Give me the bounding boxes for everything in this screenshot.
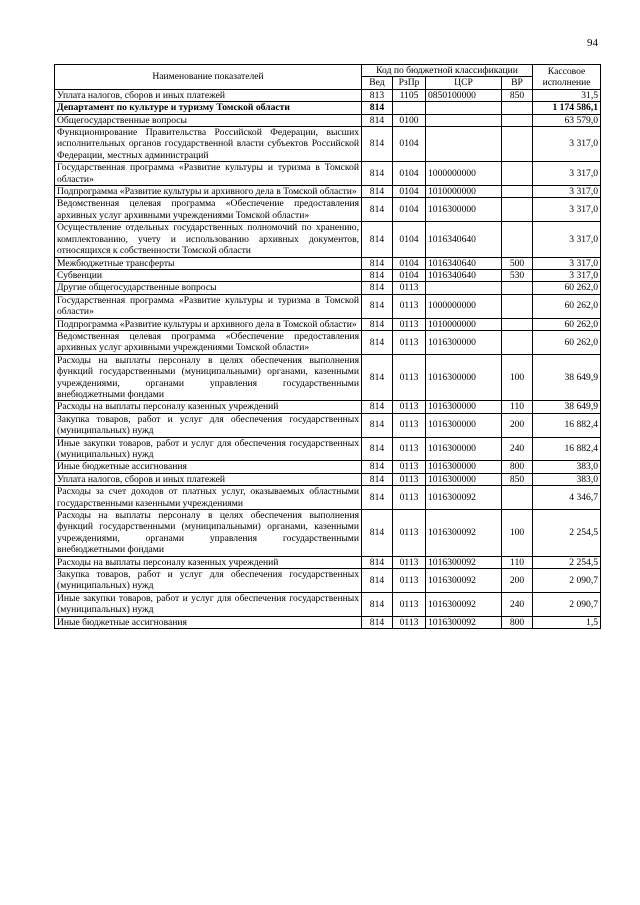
cell-vr xyxy=(502,186,533,198)
cell-amount: 2 254,5 xyxy=(533,510,601,557)
cell-name: Иные закупки товаров, работ и услуг для обеспечения государственных (муниципальных) нужд xyxy=(55,437,362,461)
table-row xyxy=(55,330,601,354)
cell-vr xyxy=(502,102,533,114)
cell-rzpr: 0113 xyxy=(393,510,426,557)
cell-rzpr: 0113 xyxy=(393,592,426,616)
table-row xyxy=(55,592,601,616)
cell-vr: 530 xyxy=(502,269,533,281)
cell-vr xyxy=(502,486,533,510)
table-body xyxy=(55,89,601,628)
cell-ved: 814 xyxy=(362,569,393,593)
cell-name: Закупка товаров, работ и услуг для обеспечения государственных (муниципальных) нужд xyxy=(55,569,362,593)
cell-amount: 3 317,0 xyxy=(533,127,601,162)
cell-csr: 1016300000 xyxy=(426,330,502,354)
cell-ved: 814 xyxy=(362,354,393,401)
cell-amount: 2 090,7 xyxy=(533,569,601,593)
cell-amount: 60 262,0 xyxy=(533,282,601,294)
cell-ved: 814 xyxy=(362,318,393,330)
cell-csr: 1016300000 xyxy=(426,198,502,222)
cell-amount: 3 317,0 xyxy=(533,269,601,281)
table-row xyxy=(55,89,601,101)
cell-csr: 1016300000 xyxy=(426,461,502,473)
cell-ved: 814 xyxy=(362,269,393,281)
cell-rzpr: 0113 xyxy=(393,413,426,437)
cell-rzpr: 0100 xyxy=(393,114,426,126)
cell-vr: 240 xyxy=(502,592,533,616)
cell-csr: 1016300092 xyxy=(426,486,502,510)
cell-vr xyxy=(502,318,533,330)
cell-csr: 1016340640 xyxy=(426,269,502,281)
cell-name: Иные закупки товаров, работ и услуг для обеспечения государственных (муниципальных) нужд xyxy=(55,592,362,616)
cell-csr: 1000000000 xyxy=(426,162,502,186)
cell-vr xyxy=(502,222,533,257)
budget-table xyxy=(54,64,601,629)
cell-name: Функционирование Правительства Российской Федерации, высших исполнительных органов государственной власти субъектов Российской Федерации, местных администраций xyxy=(55,127,362,162)
cell-csr: 1016300000 xyxy=(426,437,502,461)
cell-amount: 1 174 586,1 xyxy=(533,102,601,114)
table-row xyxy=(55,294,601,318)
cell-rzpr: 0113 xyxy=(393,294,426,318)
cell-rzpr: 0104 xyxy=(393,127,426,162)
cell-ved: 814 xyxy=(362,294,393,318)
cell-vr: 800 xyxy=(502,616,533,628)
table-row xyxy=(55,473,601,485)
cell-vr xyxy=(502,127,533,162)
cell-amount: 3 317,0 xyxy=(533,198,601,222)
header-amount: Кассовое исполнение xyxy=(533,65,601,90)
cell-vr: 200 xyxy=(502,413,533,437)
cell-ved: 814 xyxy=(362,437,393,461)
cell-rzpr: 0113 xyxy=(393,569,426,593)
table-row xyxy=(55,569,601,593)
cell-amount: 16 882,4 xyxy=(533,413,601,437)
cell-name: Расходы на выплаты персоналу в целях обеспечения выполнения функций государственными (муниципальными) органами, казенными учреждениями, органами управления государственными внебюджетными фондами xyxy=(55,510,362,557)
table-row xyxy=(55,556,601,568)
cell-rzpr: 0104 xyxy=(393,257,426,269)
cell-amount: 38 649,9 xyxy=(533,354,601,401)
cell-name: Расходы на выплаты персоналу в целях обеспечения выполнения функций государственными (муниципальными) органами, казенными учреждениями, органами управления государственными внебюджетными фондами xyxy=(55,354,362,401)
cell-rzpr: 0113 xyxy=(393,330,426,354)
cell-rzpr: 0113 xyxy=(393,282,426,294)
cell-csr: 1016300092 xyxy=(426,556,502,568)
cell-vr: 100 xyxy=(502,510,533,557)
cell-amount: 4 346,7 xyxy=(533,486,601,510)
cell-ved: 813 xyxy=(362,89,393,101)
cell-amount: 3 317,0 xyxy=(533,257,601,269)
cell-ved: 814 xyxy=(362,330,393,354)
table-row xyxy=(55,437,601,461)
cell-ved: 814 xyxy=(362,257,393,269)
cell-csr: 1016340640 xyxy=(426,257,502,269)
cell-name: Иные бюджетные ассигнования xyxy=(55,461,362,473)
cell-ved: 814 xyxy=(362,486,393,510)
cell-csr: 1010000000 xyxy=(426,318,502,330)
cell-vr xyxy=(502,114,533,126)
cell-vr xyxy=(502,294,533,318)
table-row xyxy=(55,127,601,162)
cell-rzpr: 0104 xyxy=(393,186,426,198)
cell-vr: 500 xyxy=(502,257,533,269)
cell-amount: 3 317,0 xyxy=(533,222,601,257)
table-row xyxy=(55,198,601,222)
cell-vr: 100 xyxy=(502,354,533,401)
cell-name: Государственная программа «Развитие культуры и туризма в Томской области» xyxy=(55,294,362,318)
cell-name: Расходы за счет доходов от платных услуг, оказываемых областными государственными казенными учреждениями xyxy=(55,486,362,510)
cell-name: Другие общегосударственные вопросы xyxy=(55,282,362,294)
cell-vr xyxy=(502,282,533,294)
cell-name: Государственная программа «Развитие культуры и туризма в Томской области» xyxy=(55,162,362,186)
cell-name: Ведомственная целевая программа «Обеспечение предоставления архивных услуг архивными учреждениями Томской области» xyxy=(55,330,362,354)
cell-ved: 814 xyxy=(362,114,393,126)
cell-csr xyxy=(426,282,502,294)
cell-vr: 800 xyxy=(502,461,533,473)
cell-rzpr: 0113 xyxy=(393,318,426,330)
cell-ved: 814 xyxy=(362,162,393,186)
page-number: 94 xyxy=(587,37,598,49)
cell-vr xyxy=(502,198,533,222)
table-row xyxy=(55,186,601,198)
cell-csr xyxy=(426,102,502,114)
header-vr: ВР xyxy=(502,77,533,89)
cell-ved: 814 xyxy=(362,413,393,437)
cell-name: Подпрограмма «Развитие культуры и архивного дела в Томской области» xyxy=(55,186,362,198)
cell-csr xyxy=(426,127,502,162)
header-ved: Вед xyxy=(362,77,393,89)
cell-amount: 3 317,0 xyxy=(533,186,601,198)
cell-amount: 16 882,4 xyxy=(533,437,601,461)
cell-amount: 60 262,0 xyxy=(533,318,601,330)
cell-vr: 850 xyxy=(502,473,533,485)
cell-amount: 2 254,5 xyxy=(533,556,601,568)
header-code-group: Код по бюджетной классификации xyxy=(362,65,533,77)
table-row xyxy=(55,510,601,557)
table-row xyxy=(55,401,601,413)
table-row xyxy=(55,413,601,437)
table-row xyxy=(55,616,601,628)
table-row xyxy=(55,222,601,257)
cell-rzpr: 0113 xyxy=(393,473,426,485)
cell-rzpr: 0113 xyxy=(393,616,426,628)
table-row xyxy=(55,102,601,114)
cell-rzpr: 0104 xyxy=(393,222,426,257)
cell-rzpr: 0113 xyxy=(393,556,426,568)
table-row xyxy=(55,354,601,401)
cell-amount: 60 262,0 xyxy=(533,330,601,354)
cell-rzpr: 0113 xyxy=(393,354,426,401)
cell-amount: 383,0 xyxy=(533,473,601,485)
table-row xyxy=(55,461,601,473)
cell-vr: 240 xyxy=(502,437,533,461)
cell-amount: 63 579,0 xyxy=(533,114,601,126)
cell-csr: 1016300092 xyxy=(426,569,502,593)
cell-csr: 1016300092 xyxy=(426,510,502,557)
cell-name: Уплата налогов, сборов и иных платежей xyxy=(55,473,362,485)
cell-name: Осуществление отдельных государственных полномочий по хранению, комплектованию, учету и использованию архивных документов, относящихся к собственности Томской области xyxy=(55,222,362,257)
cell-csr: 1000000000 xyxy=(426,294,502,318)
cell-rzpr: 0104 xyxy=(393,198,426,222)
cell-ved: 814 xyxy=(362,222,393,257)
cell-rzpr: 0113 xyxy=(393,401,426,413)
cell-name: Иные бюджетные ассигнования xyxy=(55,616,362,628)
cell-vr: 850 xyxy=(502,89,533,101)
header-name: Наименование показателей xyxy=(55,65,362,90)
table-row xyxy=(55,318,601,330)
cell-amount: 383,0 xyxy=(533,461,601,473)
cell-ved: 814 xyxy=(362,282,393,294)
cell-csr: 1016300092 xyxy=(426,592,502,616)
table-row xyxy=(55,257,601,269)
cell-name: Подпрограмма «Развитие культуры и архивного дела в Томской области» xyxy=(55,318,362,330)
cell-name: Уплата налогов, сборов и иных платежей xyxy=(55,89,362,101)
table-row xyxy=(55,269,601,281)
cell-ved: 814 xyxy=(362,592,393,616)
cell-ved: 814 xyxy=(362,473,393,485)
cell-name: Общегосударственные вопросы xyxy=(55,114,362,126)
table-row xyxy=(55,282,601,294)
cell-ved: 814 xyxy=(362,616,393,628)
cell-csr: 1016300000 xyxy=(426,413,502,437)
cell-vr xyxy=(502,162,533,186)
cell-ved: 814 xyxy=(362,401,393,413)
cell-csr: 1016300000 xyxy=(426,473,502,485)
cell-rzpr: 1105 xyxy=(393,89,426,101)
cell-name: Департамент по культуре и туризму Томской области xyxy=(55,102,362,114)
cell-ved: 814 xyxy=(362,556,393,568)
cell-rzpr: 0113 xyxy=(393,461,426,473)
cell-amount: 60 262,0 xyxy=(533,294,601,318)
cell-csr xyxy=(426,114,502,126)
cell-amount: 3 317,0 xyxy=(533,162,601,186)
cell-csr: 1016300000 xyxy=(426,354,502,401)
cell-amount: 2 090,7 xyxy=(533,592,601,616)
cell-rzpr xyxy=(393,102,426,114)
cell-ved: 814 xyxy=(362,127,393,162)
cell-rzpr: 0113 xyxy=(393,437,426,461)
cell-ved: 814 xyxy=(362,461,393,473)
cell-vr xyxy=(502,330,533,354)
cell-vr: 110 xyxy=(502,401,533,413)
cell-rzpr: 0104 xyxy=(393,269,426,281)
cell-csr: 1016300092 xyxy=(426,616,502,628)
cell-csr: 1016340640 xyxy=(426,222,502,257)
cell-csr: 1016300000 xyxy=(426,401,502,413)
cell-name: Расходы на выплаты персоналу казенных учреждений xyxy=(55,556,362,568)
cell-name: Ведомственная целевая программа «Обеспечение предоставления архивных услуг архивными учреждениями Томской области» xyxy=(55,198,362,222)
cell-name: Закупка товаров, работ и услуг для обеспечения государственных (муниципальных) нужд xyxy=(55,413,362,437)
header-csr: ЦСР xyxy=(426,77,502,89)
cell-vr: 110 xyxy=(502,556,533,568)
cell-name: Расходы на выплаты персоналу казенных учреждений xyxy=(55,401,362,413)
cell-ved: 814 xyxy=(362,186,393,198)
cell-amount: 38 649,9 xyxy=(533,401,601,413)
cell-csr: 1010000000 xyxy=(426,186,502,198)
cell-ved: 814 xyxy=(362,102,393,114)
cell-amount: 31,5 xyxy=(533,89,601,101)
table-row xyxy=(55,114,601,126)
cell-ved: 814 xyxy=(362,198,393,222)
cell-ved: 814 xyxy=(362,510,393,557)
header-rzpr: РзПр xyxy=(393,77,426,89)
table-row xyxy=(55,486,601,510)
cell-rzpr: 0104 xyxy=(393,162,426,186)
cell-amount: 1,5 xyxy=(533,616,601,628)
cell-csr: 0850100000 xyxy=(426,89,502,101)
cell-rzpr: 0113 xyxy=(393,486,426,510)
cell-vr: 200 xyxy=(502,569,533,593)
cell-name: Межбюджетные трансферты xyxy=(55,257,362,269)
cell-name: Субвенции xyxy=(55,269,362,281)
table-row xyxy=(55,162,601,186)
